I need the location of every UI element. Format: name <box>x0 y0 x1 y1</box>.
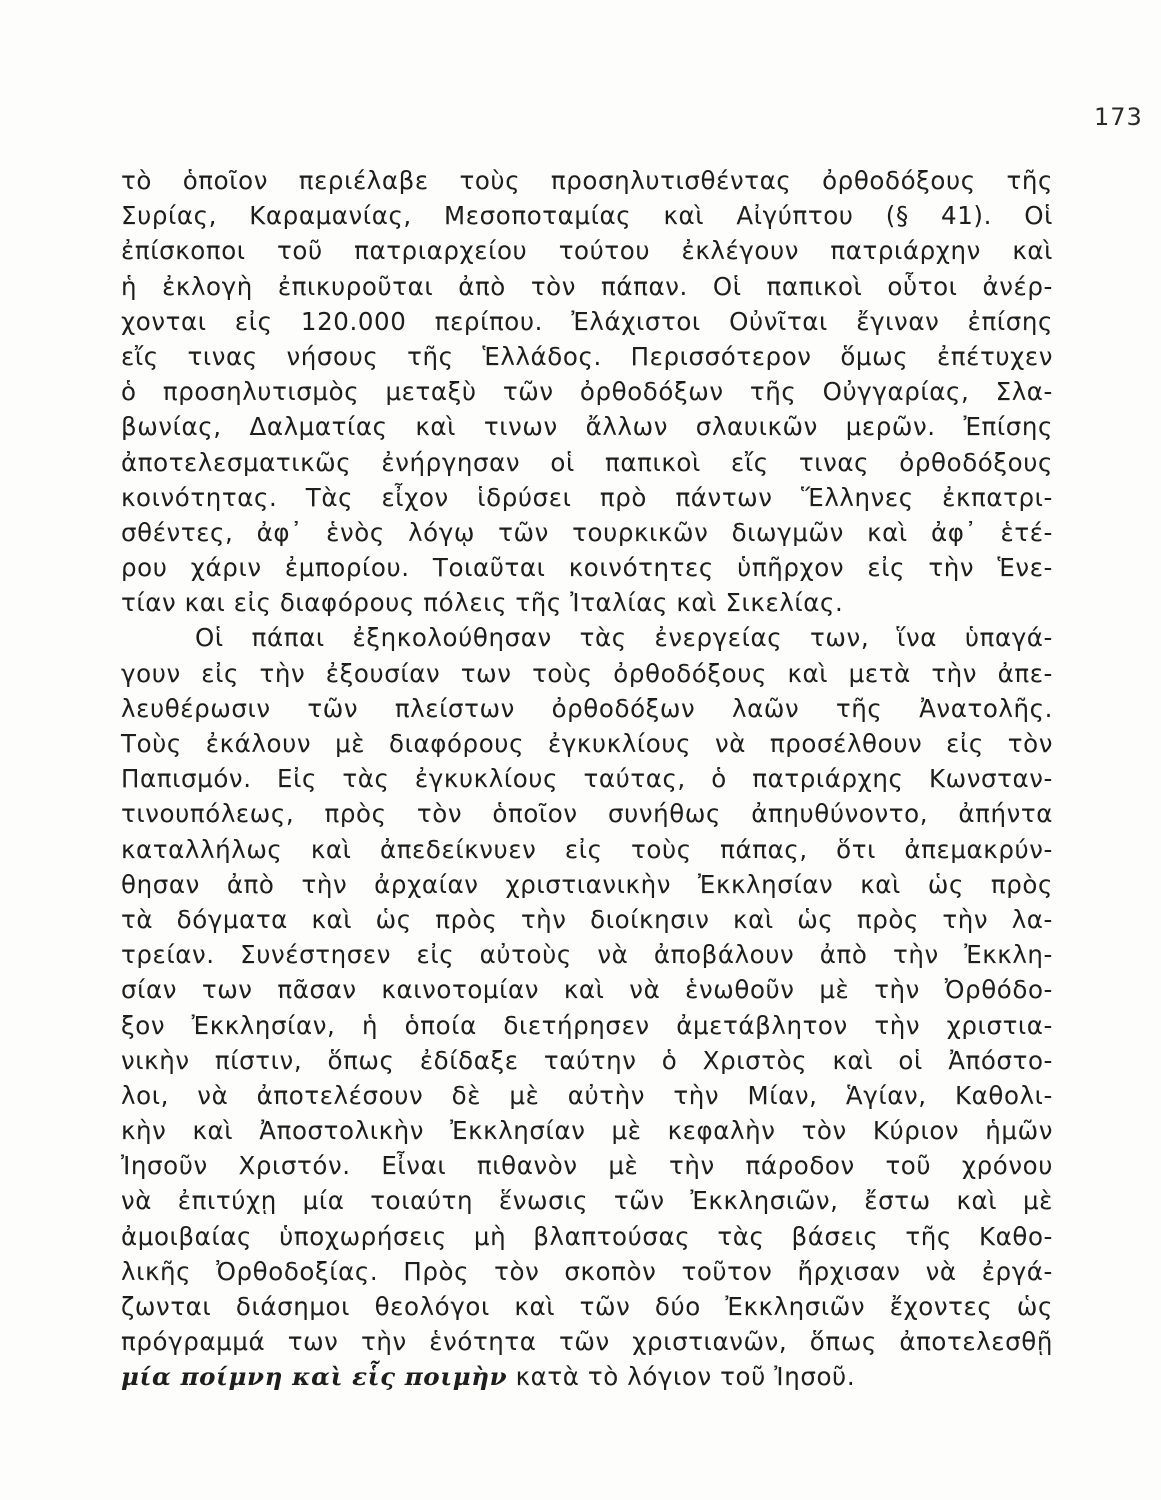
final-line-rest: κατὰ τὸ λόγιον τοῦ Ἰησοῦ. <box>507 1362 856 1392</box>
text-line: Παπισμόν. Εἰς τὰς ἐγκυκλίους ταύτας, ὁ πατριάρχης Κωνσταν- <box>121 764 1053 794</box>
text-line: ἐπίσκοποι τοῦ πατριαρχείου τούτου ἐκλέγουν πατριάρχην καὶ <box>121 236 1053 266</box>
text-line: λικῆς Ὀρθοδοξίας. Πρὸς τὸν σκοπὸν τοῦτον ἤρχισαν νὰ ἐργά- <box>121 1256 1053 1286</box>
text-line: λοι, νὰ ἀποτελέσουν δὲ μὲ αὐτὴν τὴν Μίαν, Ἁγίαν, Καθολι- <box>121 1080 1053 1110</box>
text-line: σθέντες, ἀφ᾽ ἑνὸς λόγῳ τῶν τουρκικῶν διωγμῶν καὶ ἀφ᾽ ἑτέ- <box>121 517 1053 547</box>
text-line: κοινότητας. Τὰς εἶχον ἱδρύσει πρὸ πάντων Ἕλληνες ἐκπατρι- <box>121 482 1053 512</box>
text-line: ρου χάριν ἐμπορίου. Τοιαῦται κοινότητες ὑπῆρχον εἰς τὴν Ἑνε- <box>121 553 1053 583</box>
text-line: κὴν καὶ Ἀποστολικὴν Ἐκκλησίαν μὲ κεφαλὴν τὸν Κύριον ἡμῶν <box>121 1116 1053 1146</box>
text-line: θησαν ἀπὸ τὴν ἀρχαίαν χριστιανικὴν Ἐκκλησίαν καὶ ὡς πρὸς <box>121 869 1053 899</box>
emphasized-phrase: μία ποίμνη καὶ εἷς ποιμὴν <box>121 1362 508 1392</box>
text-line: τὸ ὁποῖον περιέλαβε τοὺς προσηλυτισθέντας ὀρθοδόξους τῆς <box>121 166 1053 195</box>
page-number: 173 <box>1094 103 1143 131</box>
text-line: γουν εἰς τὴν ἐξουσίαν των τοὺς ὀρθοδόξους καὶ μετὰ τὴν ἀπε- <box>121 658 1053 688</box>
text-line: τινουπόλεως, πρὸς τὸν ὁποῖον συνήθως ἀπηυθύνοντο, ἀπήντα <box>121 799 1053 829</box>
text-line: πρόγραμμά των τὴν ἑνότητα τῶν χριστιανῶν, ὅπως ἀποτελεσθῇ <box>121 1327 1053 1357</box>
text-line: ἡ ἐκλογὴ ἐπικυροῦται ἀπὸ τὸν πάπαν. Οἱ παπικοὶ οὗτοι ἀνέρ- <box>121 271 1053 301</box>
text-line: νὰ ἐπιτύχῃ μία τοιαύτη ἕνωσις τῶν Ἐκκλησιῶν, ἔστω καὶ μὲ <box>121 1186 1053 1216</box>
text-line: ἀποτελεσματικῶς ἐνήργησαν οἱ παπικοὶ εἴς τινας ὀρθοδόξους <box>121 447 1053 477</box>
text-line: σίαν των πᾶσαν καινοτομίαν καὶ νὰ ἑνωθοῦν μὲ τὴν Ὀρθόδο- <box>121 975 1053 1005</box>
final-text-line <box>121 1359 1053 1394</box>
text-line: νικὴν πίστιν, ὅπως ἐδίδαξε ταύτην ὁ Χριστὸς καὶ οἱ Ἀπόστο- <box>121 1045 1053 1075</box>
text-line: λευθέρωσιν τῶν πλείστων ὀρθοδόξων λαῶν τῆς Ἀνατολῆς. <box>121 693 1053 723</box>
text-line: χονται εἰς 120.000 περίπου. Ἐλάχιστοι Οὐνῖται ἔγιναν ἐπίσης <box>121 306 1053 336</box>
text-line: τὰ δόγματα καὶ ὡς πρὸς τὴν διοίκησιν καὶ ὡς πρὸς τὴν λα- <box>121 904 1053 934</box>
text-line: τρείαν. Συνέστησεν εἰς αὐτοὺς νὰ ἀποβάλουν ἀπὸ τὴν Ἐκκλη- <box>121 940 1053 970</box>
body-text <box>121 163 1053 1395</box>
text-line: ζωνται διάσημοι θεολόγοι καὶ τῶν δύο Ἐκκλησιῶν ἔχοντες ὡς <box>121 1292 1053 1321</box>
text-line: βωνίας, Δαλματίας καὶ τινων ἄλλων σλαυικῶν μερῶν. Ἐπίσης <box>121 412 1053 442</box>
text-line: Συρίας, Καραμανίας, Μεσοποταμίας καὶ Αἰγύπτου (§ 41). Οἱ <box>121 201 1053 231</box>
text-line: καταλλήλως καὶ ἀπεδείκνυεν εἰς τοὺς πάπας, ὅτι ἀπεμακρύν- <box>121 834 1053 864</box>
text-line: ἀμοιβαίας ὑποχωρήσεις μὴ βλαπτούσας τὰς βάσεις τῆς Καθο- <box>121 1221 1053 1251</box>
text-line: ξον Ἐκκλησίαν, ἡ ὁποία διετήρησεν ἀμετάβλητον τὴν χριστια- <box>121 1010 1053 1040</box>
text-line: Τοὺς ἐκάλουν μὲ διαφόρους ἐγκυκλίους νὰ προσέλθουν εἰς τὸν <box>121 729 1053 758</box>
text-line: ὁ προσηλυτισμὸς μεταξὺ τῶν ὀρθοδόξων τῆς Οὐγγαρίας, Σλα- <box>121 377 1053 407</box>
text-line: τίαν και εἰς διαφόρους πόλεις τῆς Ἰταλίας καὶ Σικελίας. <box>121 588 844 618</box>
text-line: εἴς τινας νήσους τῆς Ἑλλάδος. Περισσότερον ὅμως ἐπέτυχεν <box>121 341 1053 371</box>
text-line: Οἱ πάπαι ἐξηκολούθησαν τὰς ἐνεργείας των, ἵνα ὑπαγά- <box>195 623 1053 653</box>
text-line: Ἰησοῦν Χριστόν. Εἶναι πιθανὸν μὲ τὴν πάροδον τοῦ χρόνου <box>121 1151 1053 1181</box>
